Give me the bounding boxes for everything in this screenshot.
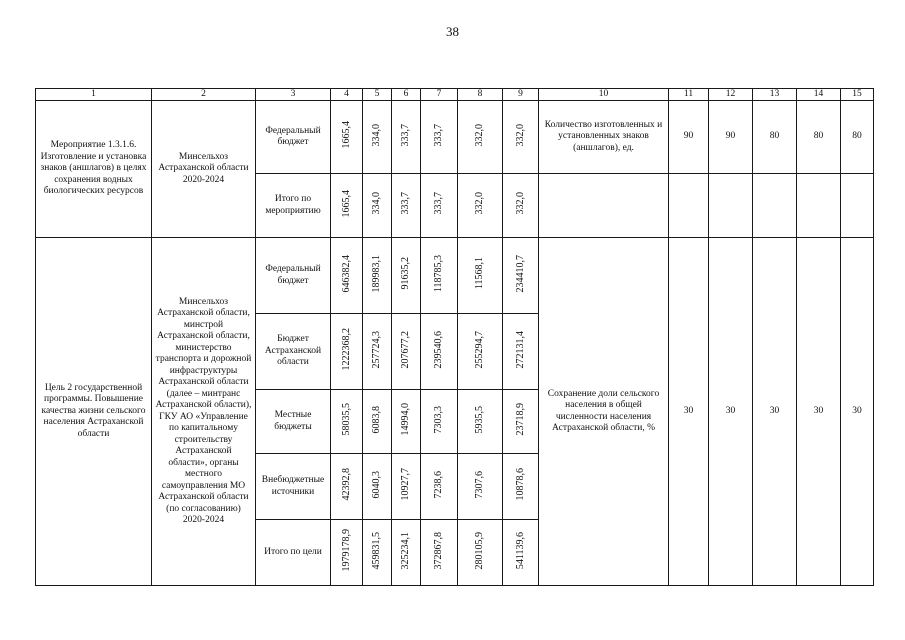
target-cell: 80	[753, 101, 797, 174]
value-text: 7303,3	[433, 405, 445, 433]
header-cell: 14	[797, 89, 841, 101]
value-text: 334,0	[371, 123, 383, 146]
value-cell	[363, 314, 392, 390]
value-text: 541139,6	[514, 531, 526, 569]
value-text: 332,0	[514, 192, 526, 215]
value-text: 6083,8	[371, 405, 383, 433]
value-text: 42392,8	[340, 468, 352, 501]
table-row	[36, 238, 874, 314]
header-cell: 8	[458, 89, 503, 101]
value-text: 207677,2	[400, 330, 412, 368]
value-cell	[331, 238, 363, 314]
table-row	[36, 101, 874, 174]
value-cell	[331, 174, 363, 238]
header-cell: 1	[36, 89, 152, 101]
value-cell	[503, 390, 539, 454]
source-cell	[256, 314, 331, 390]
indicator-cell	[539, 101, 669, 174]
value-cell	[363, 454, 392, 520]
value-text: 646382,4	[340, 254, 352, 292]
header-row	[36, 89, 874, 101]
value-cell	[363, 520, 392, 586]
value-text: 459831,5	[371, 531, 383, 569]
value-cell	[392, 238, 421, 314]
value-cell	[363, 390, 392, 454]
value-cell	[421, 238, 458, 314]
value-text: 333,7	[433, 123, 445, 146]
value-text: 10927,7	[400, 468, 412, 501]
value-cell	[503, 174, 539, 238]
value-cell	[421, 174, 458, 238]
source-cell	[256, 520, 331, 586]
header-cell: 5	[363, 89, 392, 101]
value-text: 11568,1	[474, 257, 486, 290]
executor-cell	[152, 101, 256, 238]
value-cell	[458, 238, 503, 314]
value-cell	[331, 101, 363, 174]
value-cell	[458, 390, 503, 454]
target-cell: 30	[709, 238, 753, 586]
header-cell: 11	[669, 89, 709, 101]
header-cell: 9	[503, 89, 539, 101]
program-table	[35, 88, 874, 586]
value-cell	[392, 101, 421, 174]
page-number: 38	[446, 24, 459, 39]
target-cell: 30	[841, 238, 874, 586]
value-text: 333,7	[433, 192, 445, 215]
value-cell	[392, 314, 421, 390]
value-cell	[458, 520, 503, 586]
value-text: 332,0	[474, 123, 486, 146]
value-cell	[331, 454, 363, 520]
value-text: 234410,7	[514, 254, 526, 292]
value-text: 189983,1	[371, 254, 383, 292]
header-cell: 6	[392, 89, 421, 101]
value-cell	[458, 101, 503, 174]
executor-cell	[152, 238, 256, 586]
value-text: 1665,4	[340, 189, 352, 217]
target-cell: 80	[797, 101, 841, 174]
source-text: Местные бюджеты	[274, 410, 312, 432]
value-cell	[421, 314, 458, 390]
value-cell	[421, 101, 458, 174]
value-cell	[503, 520, 539, 586]
empty-cell	[539, 174, 669, 238]
header-cell: 3	[256, 89, 331, 101]
measure-text: Мероприятие 1.3.1.6. Изготовление и установка знаков (аншлагов) в целях сохранения водных биологических ресурсов	[40, 140, 147, 197]
source-cell	[256, 390, 331, 454]
value-text: 10878,6	[514, 468, 526, 501]
source-text: Внебюджетные источники	[261, 475, 325, 497]
value-cell	[363, 238, 392, 314]
value-cell	[331, 390, 363, 454]
source-cell	[256, 238, 331, 314]
value-text: 272131,4	[514, 330, 526, 368]
value-text: 372867,8	[433, 531, 445, 569]
value-cell	[503, 238, 539, 314]
value-text: 23718,9	[514, 403, 526, 436]
value-text: 333,7	[400, 123, 412, 146]
header-cell: 12	[709, 89, 753, 101]
value-text: 14994,0	[400, 403, 412, 436]
goal-cell	[36, 238, 152, 586]
value-cell	[503, 454, 539, 520]
value-cell	[363, 174, 392, 238]
value-cell	[392, 454, 421, 520]
source-text: Итого по мероприятию	[265, 194, 321, 216]
header-cell: 7	[421, 89, 458, 101]
source-text: Бюджет Астраханской области	[264, 334, 322, 368]
source-text: Итого по цели	[264, 546, 322, 557]
empty-cell	[841, 174, 874, 238]
indicator-cell	[539, 238, 669, 586]
target-cell: 30	[753, 238, 797, 586]
header-cell: 10	[539, 89, 669, 101]
value-cell	[363, 101, 392, 174]
target-cell: 90	[669, 101, 709, 174]
value-text: 332,0	[514, 123, 526, 146]
executor-text: Минсельхоз Астраханской области 2020-2024	[158, 151, 249, 185]
header-cell: 15	[841, 89, 874, 101]
empty-cell	[797, 174, 841, 238]
source-cell	[256, 101, 331, 174]
value-cell	[421, 520, 458, 586]
source-text: Федеральный бюджет	[265, 125, 321, 147]
header-cell: 13	[753, 89, 797, 101]
target-cell: 80	[841, 101, 874, 174]
value-cell	[392, 520, 421, 586]
value-text: 333,7	[400, 192, 412, 215]
value-text: 118785,3	[433, 254, 445, 292]
goal-text: Цель 2 государственной программы. Повышение качества жизни сельского населения Астраханской области	[41, 382, 146, 439]
measure-cell	[36, 101, 152, 238]
value-cell	[421, 454, 458, 520]
value-text: 255294,7	[474, 330, 486, 368]
empty-cell	[753, 174, 797, 238]
source-cell	[256, 174, 331, 238]
value-cell	[331, 314, 363, 390]
header-cell: 2	[152, 89, 256, 101]
target-cell: 30	[797, 238, 841, 586]
source-cell	[256, 454, 331, 520]
value-cell	[392, 174, 421, 238]
executor-text: Минсельхоз Астраханской области, минстрой Астраханской области, министерство транспорта и дорожной инфраструктуры Астраханской области (далее – минтранс Астраханской области), ГКУ АО «Управление по капитальному строительству Астраханской области», органы местного самоуправления МО Астраханской области (по согласованию) 2020-2024	[155, 296, 252, 525]
value-text: 332,0	[474, 192, 486, 215]
source-text: Федеральный бюджет	[265, 264, 321, 286]
value-cell	[503, 101, 539, 174]
value-cell	[421, 390, 458, 454]
value-cell	[331, 520, 363, 586]
value-text: 1222368,2	[340, 328, 352, 371]
value-cell	[458, 314, 503, 390]
value-text: 325234,1	[400, 531, 412, 569]
value-text: 91635,2	[400, 257, 412, 290]
value-text: 257724,3	[371, 330, 383, 368]
value-text: 280105,9	[474, 531, 486, 569]
target-cell: 90	[709, 101, 753, 174]
value-text: 7307,6	[474, 470, 486, 498]
empty-cell	[709, 174, 753, 238]
value-text: 334,0	[371, 192, 383, 215]
value-text: 6040,3	[371, 470, 383, 498]
indicator-text: Сохранение доли сельского населения в общей численности населения Астраханской области, %	[547, 388, 660, 433]
value-text: 58035,5	[340, 403, 352, 436]
value-text: 5935,5	[474, 405, 486, 433]
value-text: 7238,6	[433, 470, 445, 498]
value-text: 1665,4	[340, 121, 352, 149]
indicator-text: Количество изготовленных и установленных знаков (аншлагов), ед.	[544, 119, 663, 153]
empty-cell	[669, 174, 709, 238]
target-cell: 30	[669, 238, 709, 586]
header-cell: 4	[331, 89, 363, 101]
value-text: 239540,6	[433, 330, 445, 368]
value-cell	[503, 314, 539, 390]
value-text: 1979178,9	[340, 529, 352, 572]
value-cell	[458, 174, 503, 238]
value-cell	[458, 454, 503, 520]
value-cell	[392, 390, 421, 454]
